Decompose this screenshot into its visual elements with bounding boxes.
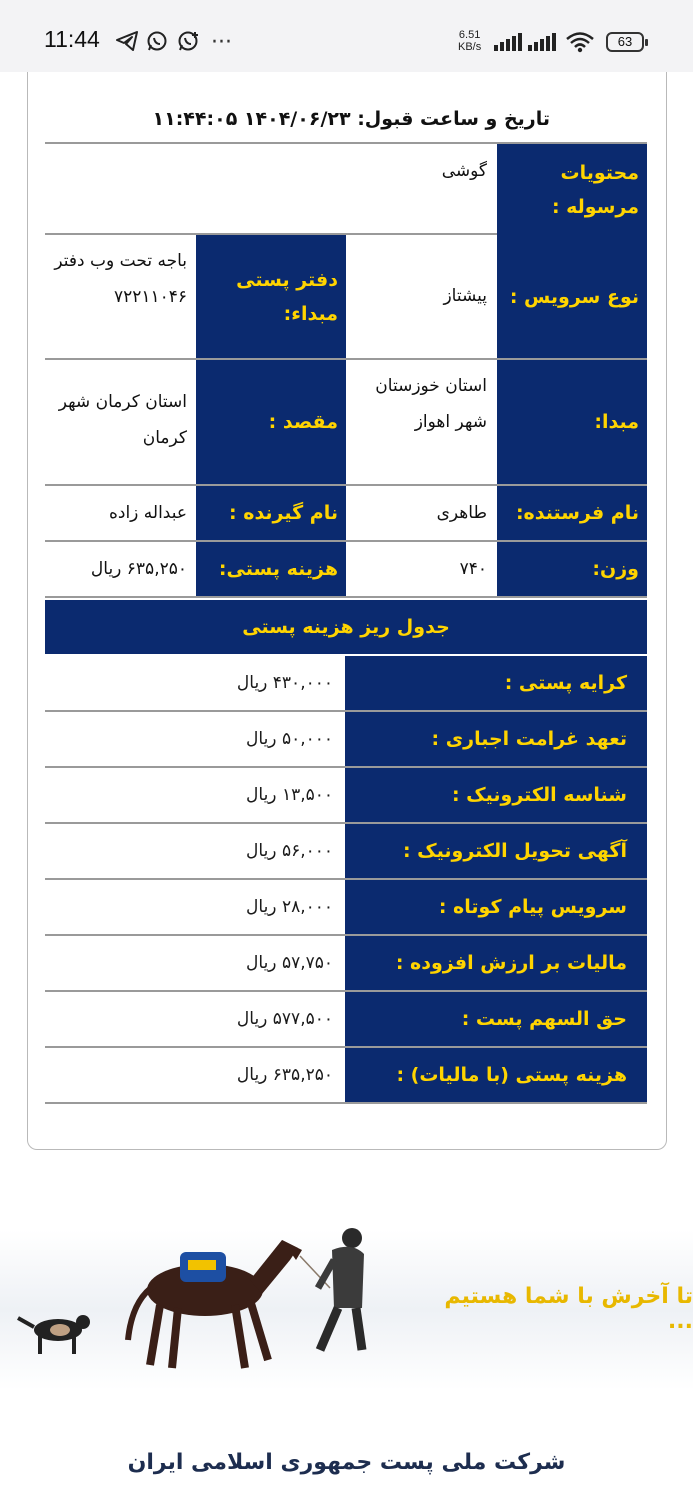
- cost-value: ۲۸,۰۰۰ ریال: [246, 897, 333, 917]
- cost-value: ۶۳۵,۲۵۰ ریال: [236, 1065, 333, 1085]
- signal-icon: [494, 33, 522, 51]
- overflow-icon: ···: [211, 30, 232, 55]
- cost-label: سرویس پیام کوتاه :: [345, 880, 647, 934]
- service-value: پیشتاز: [443, 286, 487, 306]
- cost-value: ۵۶,۰۰۰ ریال: [246, 841, 333, 861]
- cost-value: ۴۳۰,۰۰۰ ریال: [236, 673, 333, 693]
- cost-row: [45, 880, 647, 936]
- network-speed: [458, 29, 481, 53]
- acceptance-label: تاریخ و ساعت قبول:: [357, 108, 550, 130]
- contents-row: [45, 142, 647, 235]
- network-speed-value: 6.51: [458, 29, 481, 41]
- cost-row: [45, 992, 647, 1048]
- destination-value: استان کرمان شهر کرمان: [58, 392, 187, 448]
- cost-row: [45, 1048, 647, 1104]
- status-bar: [0, 0, 693, 72]
- cost-table-title: جدول ریز هزینه پستی: [45, 600, 647, 654]
- cost-row: [45, 768, 647, 824]
- cost-label: آگهی تحویل الکترونیک :: [345, 824, 647, 878]
- origin-office-label: دفتر پستی مبداء:: [196, 235, 346, 358]
- weight-label: وزن:: [497, 542, 647, 596]
- cost-label: شناسه الکترونیک :: [345, 768, 647, 822]
- postal-cost-label: هزینه پستی:: [196, 542, 346, 596]
- cost-label: حق السهم پست :: [345, 992, 647, 1046]
- sender-label: نام فرستنده:: [497, 486, 647, 540]
- company-name: شرکت ملی پست جمهوری اسلامی ایران: [127, 1450, 566, 1475]
- battery-indicator: 63: [606, 32, 644, 52]
- service-row: [45, 235, 647, 360]
- cost-label: مالیات بر ارزش افزوده :: [345, 936, 647, 990]
- service-label: نوع سرویس :: [497, 235, 647, 358]
- acceptance-value: ۱۴۰۴/۰۶/۲۳ ۱۱:۴۴:۰۵: [152, 108, 351, 130]
- sender-row: [45, 486, 647, 542]
- cost-row: [45, 936, 647, 992]
- whatsapp-business-icon: [177, 30, 201, 52]
- cost-value: ۱۳,۵۰۰ ریال: [246, 785, 333, 805]
- origin-value: استان خوزستان شهر اهواز: [375, 376, 487, 432]
- status-time: 11:44: [44, 26, 100, 52]
- cost-row: [45, 656, 647, 712]
- promo-slogan: تا آخرش با شما هستیم ...: [444, 1284, 693, 1334]
- wifi-icon: [565, 31, 595, 53]
- cost-label: هزینه پستی (با مالیات) :: [345, 1048, 647, 1102]
- receiver-value: عبداله زاده: [108, 503, 187, 523]
- telegram-icon: [115, 30, 139, 52]
- origin-label: مبدا:: [497, 360, 647, 484]
- cost-value: ۵۰,۰۰۰ ریال: [246, 729, 333, 749]
- cost-row: [45, 712, 647, 768]
- sender-value: طاهری: [436, 503, 487, 523]
- signal-icon-2: [528, 33, 556, 51]
- destination-label: مقصد :: [196, 360, 346, 484]
- cost-row: [45, 824, 647, 880]
- acceptance-datetime: [47, 108, 550, 130]
- cost-label: کرایه پستی :: [345, 656, 647, 710]
- origin-office-value: باجه تحت وب دفتر ۷۲۲۱۱۰۴۶: [54, 251, 187, 307]
- whatsapp-icon: [146, 30, 168, 52]
- weight-row: [45, 542, 647, 598]
- origin-row: [45, 360, 647, 486]
- cost-value: ۵۷,۷۵۰ ریال: [246, 953, 333, 973]
- network-speed-unit: KB/s: [458, 41, 482, 53]
- postal-cost-value: ۶۳۵,۲۵۰ ریال: [90, 559, 187, 579]
- contents-label: محتویات مرسوله :: [497, 144, 647, 235]
- weight-value: ۷۴۰: [459, 559, 487, 579]
- receiver-label: نام گیرنده :: [196, 486, 346, 540]
- cost-label: تعهد غرامت اجباری :: [345, 712, 647, 766]
- cost-value: ۵۷۷,۵۰۰ ریال: [236, 1009, 333, 1029]
- contents-value: گوشی: [441, 161, 487, 181]
